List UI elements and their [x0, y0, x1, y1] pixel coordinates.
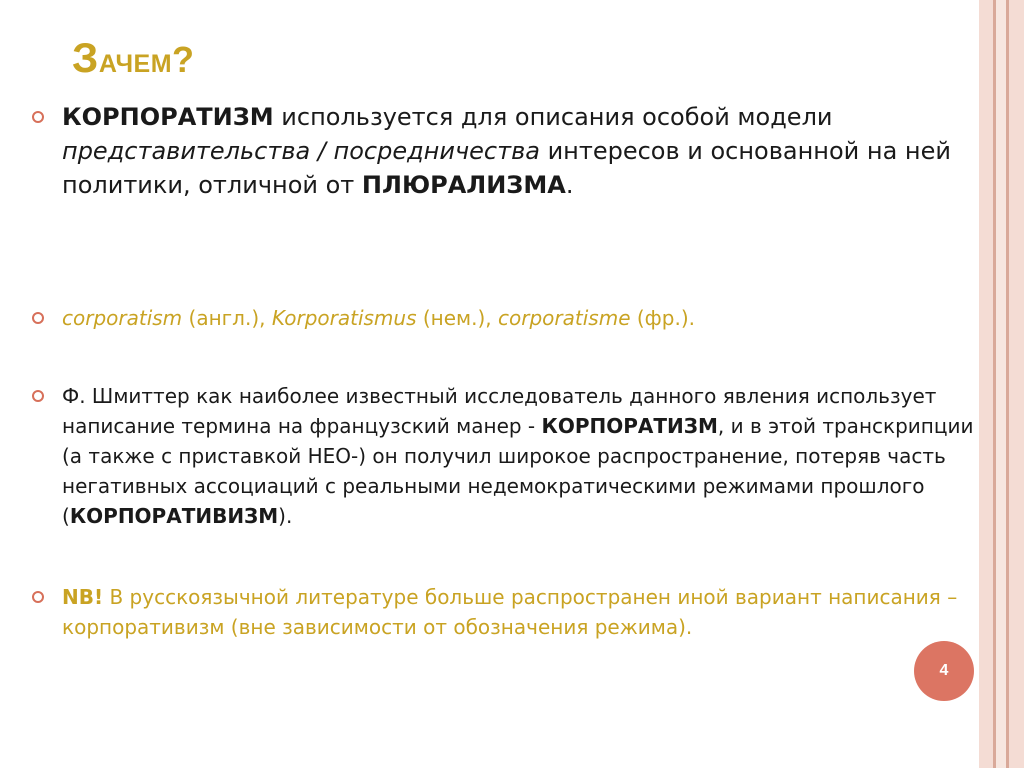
term-pluralism: ПЛЮРАЛИЗМА: [361, 171, 566, 199]
bullet-text: Ф. Шмиттер как наиболее известный исследователь данного явления использует написание термина на французский манер -: [62, 384, 937, 438]
word-german: Korporatismus: [271, 306, 417, 330]
stripe: [996, 0, 1006, 768]
page-number-badge: [914, 641, 974, 701]
slide-title: [72, 34, 195, 82]
term-corporatism: КОРПОРАТИЗМ: [541, 414, 718, 438]
bullet-text: ).: [278, 504, 293, 528]
nb-label: NB!: [62, 585, 104, 609]
bullet-text: , и в этой транскрипции (а также с приставкой НЕО-) он получил широкое распространение, потеряв часть негативных ассоциаций с реальными недемократическими режимами прошлого (: [62, 414, 974, 528]
term-corporatism: КОРПОРАТИЗМ: [62, 103, 274, 131]
stripe: [1009, 0, 1024, 768]
bullet-nb-note: [62, 582, 992, 642]
title-first-letter: З: [72, 34, 99, 81]
bullet-text: используется для описания особой модели: [273, 103, 833, 131]
bullet-marker-icon: [32, 390, 44, 402]
title-question-mark: ?: [172, 39, 195, 80]
lang-label: (фр.).: [630, 306, 695, 330]
word-french: corporatisme: [498, 306, 631, 330]
bullet-translations: [62, 303, 992, 333]
term-corporativism: КОРПОРАТИВИЗМ: [69, 504, 279, 528]
bullet-text: .: [565, 171, 574, 199]
word-english: corporatism: [62, 306, 183, 330]
bullet-text: интересов и основанной на ней политики, отличной от: [62, 137, 951, 199]
title-rest: ачем: [98, 39, 173, 80]
italic-phrase: представительства / посредничества: [62, 137, 540, 165]
lang-label: (англ.),: [182, 306, 272, 330]
bullet-text: В русскоязычной литературе больше распространен иной вариант написания – корпоративизм (вне зависимости от обозначения режима).: [62, 585, 958, 639]
lang-label: (нем.),: [416, 306, 499, 330]
bullet-schmitter: [62, 381, 992, 531]
bullet-marker-icon: [32, 591, 44, 603]
bullet-marker-icon: [32, 111, 44, 123]
bullet-corporatism-definition: [62, 100, 992, 202]
bullet-marker-icon: [32, 312, 44, 324]
page-number: 4: [939, 662, 949, 679]
